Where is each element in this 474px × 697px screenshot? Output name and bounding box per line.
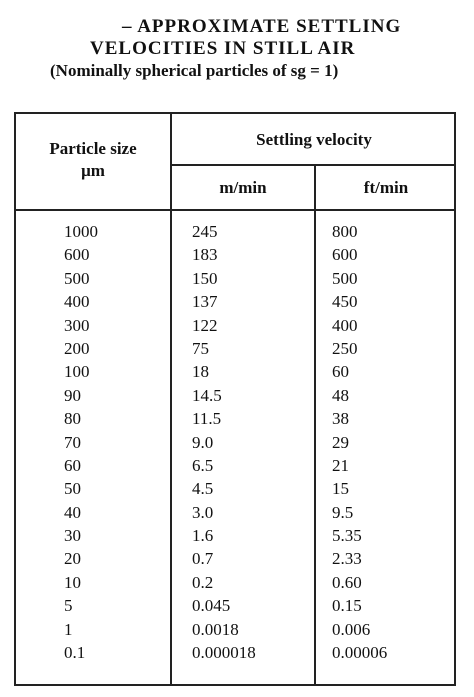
cell-ft-per-min: 450 <box>332 292 358 312</box>
cell-ft-per-min: 9.5 <box>332 502 354 522</box>
cell-m-per-min: 245 <box>192 222 218 241</box>
cell-m-per-min: 75 <box>192 338 209 358</box>
cell-m-per-min: 18 <box>192 362 209 382</box>
table-row <box>16 243 454 266</box>
table-body <box>16 220 454 664</box>
table-row <box>16 524 454 547</box>
cell-m-per-min: 183 <box>192 245 218 265</box>
cell-m-per-min: 3.0 <box>192 502 214 522</box>
cell-particle-size: 200 <box>64 338 90 358</box>
cell-m-per-min: 1.6 <box>192 526 214 546</box>
header-settling-velocity: Settling velocity <box>256 130 372 149</box>
cell-particle-size: 0.1 <box>64 643 86 663</box>
table-caption <box>0 16 474 81</box>
cell-ft-per-min: 0.00006 <box>332 643 388 663</box>
cell-ft-per-min: 400 <box>332 315 358 335</box>
cell-ft-per-min: 5.35 <box>332 526 362 546</box>
cell-m-per-min: 137 <box>192 292 218 312</box>
cell-m-per-min: 122 <box>192 315 218 335</box>
cell-particle-size: 1000 <box>64 222 98 241</box>
table-row <box>16 337 454 360</box>
table-row <box>16 360 454 383</box>
cell-particle-size: 1 <box>64 619 73 639</box>
cell-particle-size: 5 <box>64 596 73 616</box>
table-row <box>16 431 454 454</box>
header-ft-per-min: ft/min <box>363 178 409 197</box>
table-row <box>16 267 454 290</box>
table-row <box>16 571 454 594</box>
caption-subtitle: (Nominally spherical particles of sg = 1) <box>50 61 339 80</box>
cell-particle-size: 30 <box>64 526 81 546</box>
cell-particle-size: 80 <box>64 409 81 429</box>
header-particle-size-label: Particle size <box>49 139 137 158</box>
cell-m-per-min: 0.000018 <box>192 643 256 663</box>
header-bottom-rule <box>16 209 454 211</box>
table-row <box>16 314 454 337</box>
cell-particle-size: 20 <box>64 549 81 569</box>
table-row <box>16 477 454 500</box>
cell-ft-per-min: 48 <box>332 385 349 405</box>
header-particle-size-unit: μm <box>81 161 105 180</box>
cell-ft-per-min: 500 <box>332 268 358 288</box>
cell-particle-size: 50 <box>64 479 81 499</box>
cell-ft-per-min: 250 <box>332 338 358 358</box>
header-subdivider <box>170 164 454 166</box>
cell-particle-size: 40 <box>64 502 81 522</box>
caption-title-line-1: – APPROXIMATE SETTLING <box>122 16 402 37</box>
cell-ft-per-min: 2.33 <box>332 549 362 569</box>
table-row <box>16 594 454 617</box>
cell-particle-size: 10 <box>64 572 81 592</box>
table-row <box>16 220 454 243</box>
cell-ft-per-min: 0.60 <box>332 572 362 592</box>
cell-ft-per-min: 21 <box>332 455 349 475</box>
cell-m-per-min: 0.7 <box>192 549 214 569</box>
cell-particle-size: 100 <box>64 362 90 382</box>
table-row <box>16 618 454 641</box>
cell-m-per-min: 6.5 <box>192 455 214 475</box>
cell-ft-per-min: 600 <box>332 245 358 265</box>
cell-m-per-min: 9.0 <box>192 432 214 452</box>
cell-ft-per-min: 60 <box>332 362 349 382</box>
table-row <box>16 407 454 430</box>
cell-ft-per-min: 29 <box>332 432 349 452</box>
cell-particle-size: 500 <box>64 268 90 288</box>
cell-ft-per-min: 38 <box>332 409 349 429</box>
table-row <box>16 290 454 313</box>
cell-particle-size: 60 <box>64 455 81 475</box>
cell-particle-size: 70 <box>64 432 81 452</box>
table-row <box>16 384 454 407</box>
table-row <box>16 454 454 477</box>
table-row <box>16 641 454 664</box>
caption-title-line-2: VELOCITIES IN STILL AIR <box>90 38 356 59</box>
cell-ft-per-min: 15 <box>332 479 349 499</box>
cell-particle-size: 300 <box>64 315 90 335</box>
cell-m-per-min: 14.5 <box>192 385 222 405</box>
cell-m-per-min: 0.0018 <box>192 619 239 639</box>
table-row <box>16 501 454 524</box>
cell-particle-size: 90 <box>64 385 81 405</box>
header-particle-size <box>16 138 170 182</box>
cell-particle-size: 400 <box>64 292 90 312</box>
table-row <box>16 547 454 570</box>
cell-m-per-min: 150 <box>192 268 218 288</box>
cell-m-per-min: 11.5 <box>192 409 222 429</box>
cell-m-per-min: 0.045 <box>192 596 231 616</box>
cell-ft-per-min: 0.15 <box>332 596 362 616</box>
cell-ft-per-min: 0.006 <box>332 619 371 639</box>
cell-particle-size: 600 <box>64 245 90 265</box>
header-m-per-min: m/min <box>219 178 267 197</box>
cell-m-per-min: 0.2 <box>192 572 214 592</box>
cell-ft-per-min: 800 <box>332 222 358 241</box>
cell-m-per-min: 4.5 <box>192 479 214 499</box>
settling-velocity-table <box>14 112 456 686</box>
